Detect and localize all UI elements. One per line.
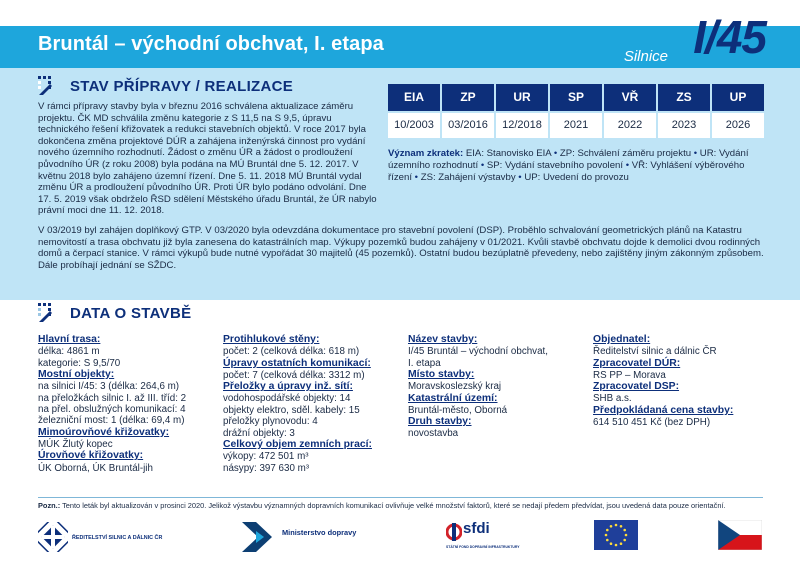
at-grade-heading: Úrovňové křižovatky:: [38, 450, 144, 462]
sfdi-logo-text: sfdi: [463, 520, 490, 537]
legend-separator: •: [693, 148, 698, 159]
eu-flag-icon: [594, 520, 638, 550]
milestone-header: EIA: [388, 84, 440, 111]
data-line: vodohospodářské objekty: 14: [223, 393, 351, 405]
data-line: Ředitelství silnic a dálnic ČR: [593, 346, 717, 358]
legend-item: VŘ: Vyhlášení výběrového řízení: [388, 159, 745, 183]
legend-separator: •: [414, 171, 419, 183]
milestone-table: [388, 84, 764, 138]
milestone-header: SP: [550, 84, 602, 111]
status-paragraph-full: V 03/2019 byl zahájen doplňkový GTP. V 03/2020 byla odevzdána dokumentace pro stavební povolení (DSP). Proběhlo schvalování geometrických plánů na Katastru nemovitostí a trasa obchvatu již byla zanesena do katastrálních map. Výkupy pozemků budou zahájeny v 01/2021. Kvůli stavbě obchvatu dojde k demolici dvou rodinných domů a čerpací stanice. V rámci výkupů bude nutné vypořádat 30 majitelů (45 pozemků). Ostatní budou bezúplatně převedeny, nebo zajištěny jiným zákonným způsobem. Dále probíhají jednání se SŽDC.: [38, 225, 764, 271]
location-heading: Místo stavby:: [408, 369, 475, 381]
data-line: RS PP – Morava: [593, 369, 666, 381]
status-heading: [38, 76, 293, 96]
status-title: STAV PŘÍPRAVY / REALIZACE: [70, 77, 294, 95]
dur-processor-heading: Zpracovatel DÚR:: [593, 357, 681, 369]
rsd-logo-text: ŘEDITELSTVÍ SILNIC A DÁLNIC ČR: [72, 535, 163, 541]
note-label: Pozn.:: [38, 501, 61, 510]
milestone-header: ZP: [442, 84, 494, 111]
data-line: Moravskoslezský kraj: [408, 381, 502, 393]
abbreviation-legend: [388, 148, 763, 183]
rsd-logo: [38, 518, 168, 558]
milestone-header: UP: [712, 84, 764, 111]
road-number: I/45: [693, 11, 766, 63]
note-text: Tento leták byl aktualizován v prosinci 2020. Jelikož výstavbu významných dopravních komunikací ovlivňuje velké množství faktorů, které se nedají předem předvídat, jsou uvedená data pouze orientační.: [62, 501, 726, 510]
data-line: 614 510 451 Kč (bez DPH): [593, 417, 711, 429]
data-line: Bruntál-město, Oborná: [408, 404, 508, 416]
data-line: drážní objekty: 3: [223, 427, 295, 439]
data-column-1: [38, 334, 218, 474]
data-line: výkopy: 472 501 m³: [223, 451, 309, 463]
road-prefix: Silnice: [623, 48, 668, 65]
milestone-header: VŘ: [604, 84, 656, 111]
milestone-value: 2021: [550, 113, 602, 138]
milestone-value: 2026: [712, 113, 764, 138]
legend-item: UR: Vydání územního rozhodnutí: [388, 148, 749, 171]
czech-flag-icon: [718, 520, 762, 550]
rsd-emblem-icon: [38, 522, 68, 552]
page-title: Bruntál – východní obchvat, I. etapa: [38, 33, 384, 55]
utilities-heading: Přeložky a úpravy inž. sítí:: [223, 381, 353, 393]
other-roads-heading: Úpravy ostatních komunikací:: [223, 357, 371, 369]
milestone-value: 12/2018: [496, 113, 548, 138]
road-designation: [606, 11, 766, 66]
milestone-value: 2022: [604, 113, 656, 138]
legend-separator: •: [518, 171, 522, 183]
price-heading: Předpokládaná cena stavby:: [593, 404, 734, 416]
footer-divider: [38, 497, 763, 498]
data-column-3: [408, 334, 588, 440]
eu-flag: [594, 520, 638, 550]
data-line: násypy: 397 630 m³: [223, 462, 310, 474]
milestone-value: 2023: [658, 113, 710, 138]
data-column-2: [223, 334, 403, 474]
data-line: přeložky plynovodu: 4: [223, 416, 318, 428]
data-heading: [38, 303, 191, 323]
milestone-header: ZS: [658, 84, 710, 111]
data-line: na přeložkách silnic I. až III. tříd: 2: [38, 392, 187, 404]
main-route-heading: Hlavní trasa:: [38, 334, 101, 345]
data-line: SHB a.s.: [593, 393, 632, 405]
data-line: na přel. obslužných komunikací: 4: [38, 404, 186, 416]
data-line: počet: 2 (celková délka: 618 m): [223, 346, 360, 358]
data-line: délka: 4861 m: [38, 346, 100, 358]
arrow-icon: [38, 303, 64, 323]
dsp-processor-heading: Zpracovatel DSP:: [593, 381, 680, 393]
sfdi-logo: [446, 518, 526, 558]
data-column-4: [593, 334, 773, 428]
data-line: na silnici I/45: 3 (délka: 264,6 m): [38, 381, 180, 393]
data-line: novostavba: [408, 428, 459, 440]
legend-separator: •: [553, 148, 558, 159]
sfdi-logo-subtitle: STÁTNÍ FOND DOPRAVNÍ INFRASTRUKTURY: [446, 545, 520, 549]
milestone-header: UR: [496, 84, 548, 111]
data-line: ÚK Oborná, ÚK Bruntál-jih: [38, 462, 153, 474]
data-line: železniční most: 1 (délka: 69,4 m): [38, 415, 185, 427]
noise-walls-heading: Protihlukové stěny:: [223, 334, 320, 345]
data-line: kategorie: S 9,5/70: [38, 357, 121, 369]
legend-separator: •: [480, 159, 485, 171]
md-logo: [242, 518, 382, 558]
milestone-value: 03/2016: [442, 113, 494, 138]
data-line: I. etapa: [408, 357, 441, 369]
footer-note: [38, 501, 768, 510]
data-line: I/45 Bruntál – východní obchvat,: [408, 346, 548, 358]
legend-item: SP: Vydání stavebního povolení: [486, 159, 624, 171]
arrow-icon: [38, 76, 64, 96]
legend-item: UP: Uvedení do provozu: [524, 171, 629, 183]
client-heading: Objednatel:: [593, 334, 651, 345]
md-logo-text: Ministerstvo dopravy: [282, 528, 357, 537]
earthworks-heading: Celkový objem zemních prací:: [223, 439, 372, 451]
legend-separator: •: [625, 159, 630, 171]
milestone-value: 10/2003: [388, 113, 440, 138]
data-title: DATA O STAVBĚ: [70, 304, 192, 322]
construction-type-heading: Druh stavby:: [408, 416, 472, 428]
legend-title: Význam zkratek:: [388, 148, 464, 159]
sfdi-emblem-icon: [446, 521, 462, 543]
status-paragraph-left: V rámci přípravy stavby byla v březnu 2016 schválena aktualizace záměru projektu. ČK MD schválila změnu kategorie z S 11,5 na S 9,5, úpravu technického řešení křižovatek a redukci stavebních objektů. V roce 2017 byla dokončena změna projektové DÚR a zahájena inženýrská činnost pro vydání nového územního rozhodnutí. Žádost o změnu ÚR a žádost o prodloužení původního ÚR (z roku 2008) byla podána na MÚ Bruntál dne 5. 12. 2017. V květnu 2018 bylo zahájeno územní řízení. Dne 5. 11. 2018 MÚ Bruntál vydal změnu ÚR a prodloužení původního ÚR. Proti ÚR bylo podáno odvolání. Dne 17. 5. 2019 však obdrželo ŘSD sdělení Městského úřadu Bruntál, že ÚR nabylo právní moci dne 11. 12. 2018.: [38, 101, 377, 217]
czech-flag: [718, 520, 762, 550]
data-line: počet: 7 (celková délka: 3312 m): [223, 369, 365, 381]
data-line: MÚK Žlutý kopec: [38, 439, 113, 451]
project-name-heading: Název stavby:: [408, 334, 478, 345]
bridges-heading: Mostní objekty:: [38, 369, 115, 381]
legend-item: ZS: Zahájení výstavby: [420, 171, 516, 183]
cadastre-heading: Katastrální území:: [408, 392, 498, 404]
legend-item: ZP: Schválení záměru projektu: [559, 148, 692, 159]
legend-item: EIA: Stanovisko EIA: [465, 148, 552, 159]
md-arrow-icon: [242, 522, 278, 552]
data-line: objekty elektro, sděl. kabely: 15: [223, 404, 360, 416]
grade-separated-heading: Mimoúrovňové křižovatky:: [38, 426, 170, 438]
